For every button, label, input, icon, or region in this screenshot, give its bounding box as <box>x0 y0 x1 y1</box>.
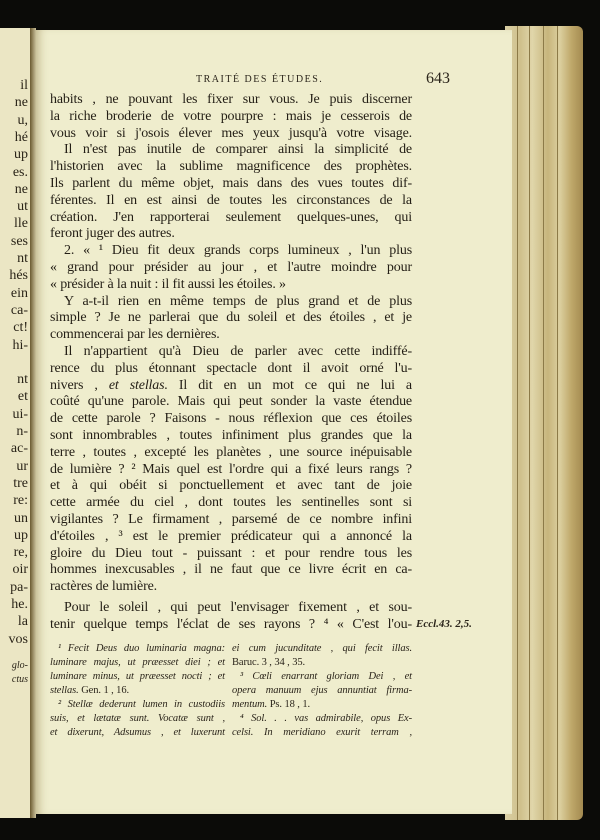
text-line <box>50 495 412 511</box>
text-segment: l'historien avec la sublime magnificence des prophètes. <box>50 159 412 175</box>
left-page-line: ct! <box>13 320 28 336</box>
footnote-line <box>232 684 412 698</box>
running-head: TRAITÉ DES ÉTUDES. <box>196 74 324 85</box>
text-line <box>50 462 412 478</box>
text-line <box>50 126 412 142</box>
text-line <box>50 226 412 242</box>
text-line <box>50 562 412 578</box>
footnote-line <box>50 656 225 670</box>
page-number: 643 <box>426 70 450 87</box>
text-line <box>64 344 412 360</box>
left-page-line: ses <box>10 233 28 249</box>
text-segment: Ils parlent du même objet, mais dans des vues toutes dif- <box>50 176 412 191</box>
italic-text: celsi. In meridiano exurit terram , <box>232 727 412 738</box>
left-page-line: la <box>17 614 28 630</box>
text-segment: hommes inexcusables , il ne faut que ce livre écrit en ca- <box>50 562 412 578</box>
text-segment: gloire du Dieu tout - puissant : et pour rendre tous les <box>50 545 412 561</box>
footnote-line <box>50 726 225 740</box>
text-line <box>50 529 412 545</box>
text-segment: vigilantes ? Le firmament , parsemé de ce nombre infini <box>50 512 412 527</box>
text-line <box>50 394 412 410</box>
italic-text: suis, et lætatæ sunt. Vocatæ sunt , <box>50 713 225 724</box>
left-page-line: up <box>14 527 28 543</box>
text-segment: rence du plus étonnant spectacle dont il avoit orné l'u- <box>50 360 412 376</box>
text-line <box>50 193 412 209</box>
text-segment: de lumière ? ² Mais quel est l'ordre qui a fixé leurs rangs ? <box>50 461 412 477</box>
footnote-line <box>50 670 225 684</box>
text-segment: Baruc. 3 , 34 , 35. <box>232 657 306 668</box>
margin-note: Eccl.43. 2,5. <box>416 618 472 630</box>
footnote-line <box>50 698 225 712</box>
footnote-line <box>232 698 412 712</box>
text-line <box>50 210 412 226</box>
footnote-line <box>232 726 412 740</box>
left-page-line: hés <box>9 268 28 284</box>
text-line <box>50 92 412 108</box>
text-line <box>50 617 412 633</box>
text-line <box>50 579 412 595</box>
text-segment: Pour le soleil , qui peut l'envisager fixement , et sou- <box>64 600 412 615</box>
left-page-footnote-line: glo- <box>11 660 28 671</box>
text-segment: Gen. 1 , 16. <box>78 685 129 696</box>
italic-text: ⁴ Sol. . . vas admirabile, opus Ex- <box>240 713 412 724</box>
text-segment: terre , toutes , excepté les planètes , une source inépuisable <box>50 444 412 460</box>
italic-text: et dixerunt, Adsumus , et luxerunt <box>50 727 225 738</box>
left-page-line: re, <box>13 545 28 561</box>
text-line <box>50 445 412 461</box>
text-line <box>50 159 412 175</box>
text-line <box>50 260 412 276</box>
footnotes-left-column <box>50 642 225 740</box>
text-segment: 2. « ¹ Dieu fit deux grands corps lumineux , l'un plus <box>64 243 412 259</box>
text-segment: Il n'appartient qu'à Dieu de parler avec cette indiffé- <box>64 344 412 359</box>
italic-text: stellas. <box>50 685 79 696</box>
left-page-line: il <box>20 78 28 93</box>
left-page-line: hé <box>14 129 28 145</box>
left-page-line: nt <box>17 372 28 388</box>
footnote-line <box>50 684 225 698</box>
text-segment: cette armée du ciel , dont toutes les sentinelles sont si <box>50 495 412 511</box>
left-page-line: n- <box>16 424 28 439</box>
text-line <box>50 109 412 125</box>
text-segment: tenir quelque temps l'éclat de ses rayons ? ⁴ « C'est l'ou- <box>50 616 412 632</box>
left-page-line: es. <box>12 164 28 180</box>
left-page-line: ne <box>14 181 28 197</box>
left-page-line: ein <box>10 285 28 301</box>
text-line <box>50 327 412 343</box>
left-page-line: lle <box>14 216 28 232</box>
footnote-line <box>232 712 412 726</box>
text-segment: Il dit en un mot ce qui ne lui a <box>167 377 412 393</box>
text-line <box>50 378 412 394</box>
italic-text: luminare minus, ut præesset nocti ; et <box>50 671 225 682</box>
text-segment: ractères de lumière. <box>50 579 157 595</box>
left-page-line: ui- <box>12 406 28 422</box>
text-segment: Ps. 18 , 1. <box>267 699 311 710</box>
text-line <box>64 294 412 310</box>
text-line <box>50 310 412 326</box>
text-line <box>50 277 412 293</box>
text-segment: vous voir si j'osois élever mes yeux jusqu'à votre visage. <box>50 125 412 141</box>
page-edges <box>505 26 583 820</box>
footnotes-right-column <box>232 642 412 740</box>
left-page-line: tre <box>13 475 28 491</box>
left-page-line: up <box>14 147 28 163</box>
left-page-line: u, <box>17 112 28 128</box>
text-line <box>64 142 412 158</box>
left-page-line: un <box>14 510 28 526</box>
left-page-line: pa- <box>10 579 28 595</box>
left-page-line: ur <box>16 458 28 474</box>
left-page-line: nt <box>17 251 28 266</box>
left-page-line: hi- <box>12 337 28 353</box>
text-line <box>64 600 412 616</box>
text-segment: férentes. Il en est ainsi de toutes les circonstances de la <box>50 192 412 208</box>
left-page-line: et <box>17 389 28 405</box>
left-page-line: ut <box>17 199 28 215</box>
italic-text: mentum. <box>232 699 268 710</box>
italic-text: et stellas. <box>108 377 168 393</box>
text-line <box>50 361 412 377</box>
left-page-line: re: <box>13 493 28 509</box>
italic-text: luminare majus, ut præesset diei ; et <box>50 657 225 668</box>
left-page-line: ne <box>14 95 28 111</box>
text-segment: d'étoiles , ³ est le premier prédicateur qui a annoncé la <box>50 528 412 544</box>
left-page-line: oir <box>12 562 28 578</box>
footnote-line <box>50 712 225 726</box>
left-page-line: vos <box>8 631 28 647</box>
text-line <box>50 411 412 427</box>
text-line <box>50 428 412 444</box>
left-page-footnote-line: ctus <box>11 674 28 685</box>
right-page <box>36 30 512 814</box>
text-segment: feront juger des autres. <box>50 226 175 242</box>
text-segment: coûté qu'une parole. Mais qui peut sonder la vaste étendue <box>50 394 412 410</box>
left-page-fragment <box>0 28 32 818</box>
text-segment: simple ? Je ne parlerai que du soleil et des étoiles , et je <box>50 310 412 326</box>
text-segment: de cette parole ? Faisons - nous réflexion que ces étoiles <box>50 411 412 427</box>
italic-text: ei cum jucunditate , qui fecit illas. <box>232 643 412 654</box>
text-line <box>50 512 412 528</box>
text-segment: sont innombrables , toutes infiniment plus grandes que la <box>50 428 412 443</box>
text-segment: commencerai par les dernières. <box>50 327 220 343</box>
text-segment: création. J'en rapporterai seulement quelques-unes, qui <box>50 209 412 225</box>
text-segment: la riche broderie de votre pourpre : mais je cesserois de <box>50 108 412 124</box>
text-segment: et à qui obéit si ponctuellement et avec tant de joie <box>50 478 412 494</box>
italic-text: ² Stellæ dederunt lumen in custodiis <box>58 699 225 710</box>
text-segment: Il n'est pas inutile de comparer ainsi la simplicité de <box>64 142 412 158</box>
italic-text: ¹ Fecit Deus duo luminaria magna: <box>58 643 225 654</box>
text-segment: « présider à la nuit : il fit aussi les étoiles. » <box>50 276 286 292</box>
italic-text: ³ Cœli enarrant gloriam Dei , et <box>240 671 412 682</box>
text-line <box>50 546 412 562</box>
footnote-line <box>50 642 225 656</box>
text-line <box>50 176 412 192</box>
left-page-line: ac- <box>10 441 28 457</box>
text-line <box>64 243 412 259</box>
left-page-line: ca- <box>10 302 28 318</box>
italic-text: opera manuum ejus annuntiat firma- <box>232 685 412 696</box>
left-page-line: he. <box>11 597 28 612</box>
text-line <box>50 478 412 494</box>
footnote-line <box>232 656 412 670</box>
text-segment: « grand pour présider au jour , et l'autre moindre pour <box>50 260 412 275</box>
footnote-line <box>232 670 412 684</box>
text-segment: Y a-t-il rien en même temps de plus grand et de plus <box>64 293 412 309</box>
text-segment: nivers , <box>50 377 109 393</box>
footnote-line <box>232 642 412 656</box>
text-segment: habits , ne pouvant les fixer sur vous. Je puis discerner <box>50 92 412 107</box>
